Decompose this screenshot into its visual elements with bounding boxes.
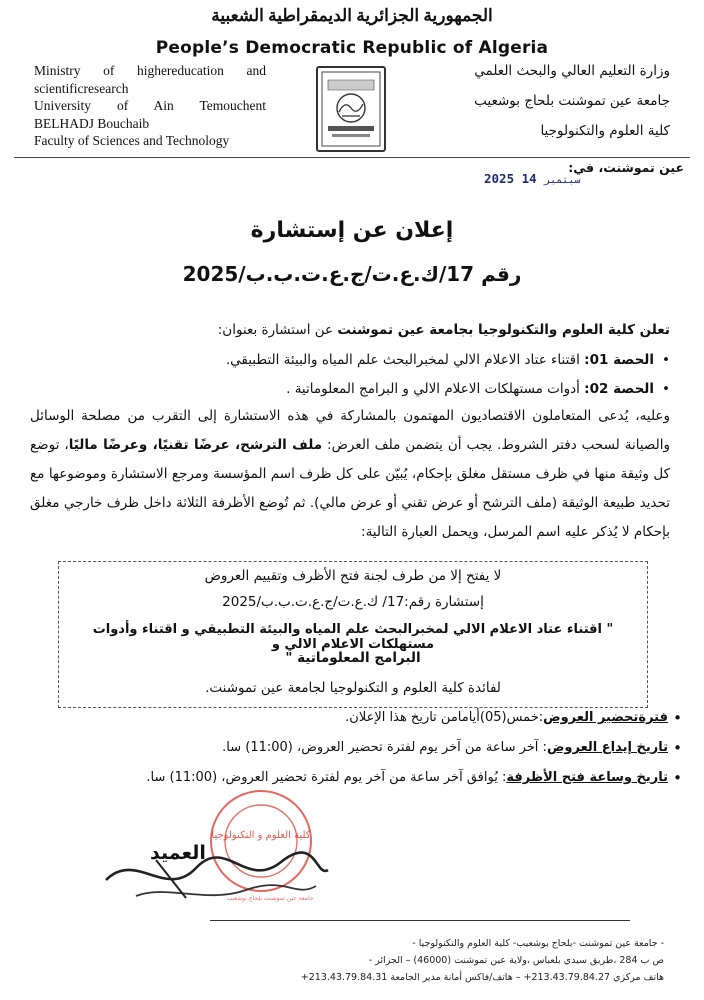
university-logo (316, 66, 386, 152)
envelope-line-2: إستشارة رقم:17/ ك.ع.ت/ج.ع.ت.ب.ب/2025 (222, 594, 484, 610)
timeline-label: تاريخ إيداع العروض (546, 740, 668, 755)
lot-text: اقتناء عتاد الاعلام الالي لمخبرالبحث علم المياه والبيئة التطبيقي. (225, 352, 585, 368)
university-line-arabic: جامعة عين تموشنت بلحاج بوشعيب (474, 93, 670, 109)
faculty-line-arabic: كلية العلوم والتكنولوجيا (540, 123, 670, 139)
timeline-text: : آخر ساعة من آخر يوم لفترة تحضير العروض، (11:00) سا. (222, 740, 547, 755)
envelope-line-4: البرامج المعلوماتية " (285, 650, 421, 666)
timeline-text: : يُوافق آخر ساعة من آخر يوم لفترة تحضير العروض، (11:00) سا. (146, 770, 507, 785)
conditions-paragraph (30, 402, 670, 547)
document-date (484, 171, 580, 186)
announcement-title: إعلان عن إستشارة (250, 218, 454, 243)
envelope-line-5: لفائدة كلية العلوم و التكنولوجيا لجامعة عين تموشنت. (205, 680, 501, 696)
university-logo-graphic (318, 68, 384, 150)
lot-label: الحصة 02: (584, 381, 654, 397)
header-arabic-block (440, 56, 670, 146)
date-year: 2025 (484, 171, 515, 186)
ministry-line-2: scientificresearch (34, 80, 129, 96)
paragraph-part2: ، توضع كل وثيقة منها في ظرف مستقل مغلق بإحكام، يُبيّن على كل ظرف اسم المؤسسة ومرجع الاستشارة وموضوعها مع تحديد طبيعة الوثيقة (ملف الترشح أو عرض تقني أو عرض مالي). ثم تُوضع الأظرفة الثلاثة داخل ظرف خارجي مغلق بإحكام لا يُذكر عليه اسم المرسل، ويحمل العبارة التالية: (30, 437, 670, 540)
footer-line-1: - جامعة عين تموشنت -بلحاج بوشعيب- كلية العلوم والتكنولوجيا - (412, 938, 664, 949)
republic-title-english: People’s Democratic Republic of Algeria (155, 38, 549, 58)
dean-title: العميد (150, 842, 206, 864)
lot-label: الحصة 01: (584, 352, 654, 368)
lot-item (34, 352, 654, 368)
university-line: University of Ain Temouchent (34, 98, 266, 113)
timeline-label: فترةتحضير العروض (543, 710, 668, 725)
envelope-line-1: لا يفتح إلا من طرف لجنة فتح الأظرف وتقييم العروض (204, 568, 502, 584)
lot-item (34, 381, 654, 397)
place-label: عين تموشنت، في: (568, 160, 684, 175)
ministry-line: Ministry of highereducation and (34, 63, 266, 78)
announcement-reference: رقم 17/ك.ع.ت/ج.ع.ت.ب.ب/2025 (182, 262, 522, 286)
header-divider (14, 157, 690, 158)
lot-text: أدوات مستهلكات الاعلام الالي و البرامج المعلوماتية . (286, 381, 585, 397)
timeline-item (28, 710, 668, 725)
paragraph-part1: وعليه، يُدعى المتعاملون الاقتصاديون المهتمون بالمشاركة في هذه الاستشارة إلى التقرب من مصلحة الوسائل والصيانة لسحب دفتر الشروط. يجب أن يتضمن ملف العرض: (30, 408, 670, 453)
stamp-text: كلية العلوم و التكنولوجيا (211, 830, 311, 841)
header-english-block (34, 62, 266, 150)
paragraph-bold: ملف الترشح، عرضًا تقنيًا، وعرضًا ماليًا (68, 437, 323, 453)
envelope-line-3: " اقتناء عتاد الاعلام الالي لمخبرالبحث علم المياه والبيئة التطبيقي و اقتناء وأدوات مستهلكات الاعلام الالي و (92, 622, 614, 652)
timeline-item (28, 770, 668, 785)
stamp-ring-text: جامعة عين تموشنت بلحاج بوشعيب (226, 895, 314, 902)
faculty-line: Faculty of Sciences and Technology (34, 133, 230, 148)
intro-bold: تعلن كلية العلوم والتكنولوجيا بجامعة عين تموشنت (337, 322, 670, 338)
date-day: 14 (521, 171, 537, 186)
envelope-inscription-box (58, 561, 648, 708)
republic-title-arabic: الجمهورية الجزائرية الديمقراطية الشعبية (211, 6, 493, 25)
dean-signature (96, 840, 336, 910)
intro-rest: عن استشارة بعنوان: (217, 322, 338, 338)
date-month: سبتمبر (544, 175, 581, 186)
timeline-label: تاريخ وساعة فتح الأظرفة (506, 770, 668, 785)
ministry-line-arabic: وزارة التعليم العالي والبحث العلمي (474, 63, 670, 79)
footer-divider (210, 920, 630, 921)
university-name-line: BELHADJ Bouchaib (34, 115, 150, 131)
intro-line (30, 322, 670, 338)
footer-line-3: هاتف مركزي 213.43.79.84.27+ – هاتف/فاكس أمانة مدير الجامعة 213.43.79.84.31+ (300, 972, 664, 983)
footer-line-2: ص ب 284 ،طريق سيدي بلعباس ،ولاية عين تموشنت (46000) – الجزائر - (368, 955, 664, 966)
timeline-text: :خمس(05)أيامامن تاريخ هذا الإعلان. (345, 710, 544, 725)
timeline-item (28, 740, 668, 755)
